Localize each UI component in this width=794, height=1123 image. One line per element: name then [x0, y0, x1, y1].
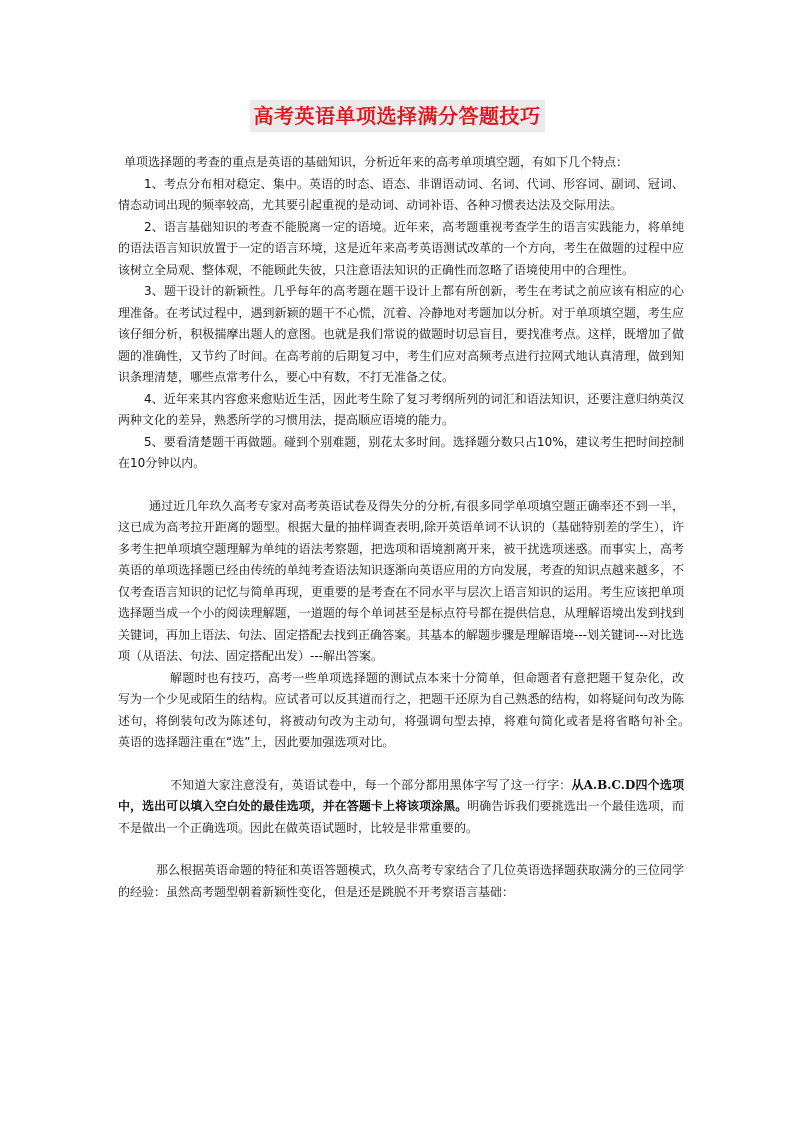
spacer: [118, 839, 684, 860]
conclusion-paragraph: 那么根据英语命题的特征和英语答题模式，玖久高考专家结合了几位英语选择题获取满分的三位同学的经验：虽然高考题型朝着新颖性变化，但是还是跳脱不开考察语言基础：: [118, 863, 685, 899]
technique-paragraph: 解题时也有技巧，高考一些单项选择题的测试点本来十分简单，但命题者有意把题干复杂化，改写为一个少见或陌生的结构。应试者可以反其道而行之，把题干还原为自己熟悉的结构，如将疑问句改为陈述句，将倒装句改为陈述句，将被动句改为主动句，将强调句型去掉，将难句简化或者是将省略句补全。 英语的选择题注重在“选”上，因此要加强选项对比。: [118, 670, 697, 749]
spacer: [118, 754, 684, 775]
point-3: 3、题干设计的新颖性。几乎每年的高考题在题干设计上都有所创新，考生在考试之前应该有相应的心理准备。在考试过程中，遇到新颖的题干不心慌，沉着、冷静地对考题加以分析。对于单项填空题，考生应该仔细分析，积极揣摩出题人的意图。也就是我们常说的做题时切忌盲目，要找准考点。这样，既增加了做题的准确性，又节约了时间。在高考前的后期复习中，考生们应对高频考点进行拉网式地认真清理，做到知识条理清楚，哪些点常考什么，要心中有数，不打无准备之仗。: [118, 284, 684, 384]
title-wrap: [0, 100, 794, 132]
point-4: 4、近年来其内容愈来愈贴近生活，因此考生除了复习考纲所列的词汇和语法知识，还要注意归纳英汉两种文化的差异，熟悉所学的习惯用法，提高顺应语境的能力。: [118, 391, 684, 427]
page-title: 高考英语单项选择满分答题技巧: [250, 100, 545, 132]
intro-paragraph: 单项选择题的考查的重点是英语的基础知识，分析近年来的高考单项填空题，有如下几个特点：: [124, 155, 629, 169]
point-1: 1、考点分布相对稳定、集中。英语的时态、语态、非谓语动词、名词、代词、形容词、副词、冠词、情态动词出现的频率较高，尤其要引起重视的是动词、动词补语、各种习惯表达法及交际用法。: [118, 176, 684, 212]
instruction-paragraph: [118, 775, 684, 840]
point-2: 2、语言基础知识的考查不能脱离一定的语境。近年来，高考题重视考查学生的语言实践能力，将单纯的语法语言知识放置于一定的语言环境，这是近年来高考英语测试改革的一个方向，考生在做题的过程中应该树立全局观、整体观，不能顾此失彼，只注意语法知识的正确性而忽略了语境使用中的合理性。: [118, 219, 684, 277]
instruction-text-after: 明确告诉我们要挑选出一个最佳选项，而不是做出一个正确选项。因此在做英语试题时，比较是非常重要的。: [118, 799, 684, 835]
analysis-paragraph: 通过近几年玖久高考专家对高考英语试卷及得失分的分析,有很多同学单项填空题正确率还不到一半，这已成为高考拉开距离的题型。根据大量的抽样调查表明,除开英语单词不认识的（基础特别差的学生），许多考生把单项填空题理解为单纯的语法考察题，把选项和语境割离开来，被干扰选项迷惑。而事实上，高考英语的单项选择题已经由传统的单纯考查语法知识逐渐向英语应用的方向发展，考查的知识点越来越多，不仅考查语言知识的记忆与简单再现，更重要的是考查在不同水平与层次上语言知识的运用。考生应该把单项选择题当成一个小的阅读理解题，一道题的每个单词甚至是标点符号都在提供信息，从理解语境出发到找到关键词，再加上语法、句法、固定搭配去找到正确答案。其基本的解题步骤是理解语境---划关键词---对比选项（从语法、句法、固定搭配出发）---解出答案。: [118, 498, 684, 663]
instruction-bold-text: 从A.B.C.D四个选项中，选出可以填入空白处的最佳选项，并在答题卡上将该项涂黑。: [118, 777, 684, 813]
point-5: 5、要看清楚题干再做题。碰到个别难题，别花太多时间。选择题分数只占10%，建议考生把时间控制在10分钟以内。: [118, 434, 684, 470]
instruction-text-before: 不知道大家注意没有，英语试卷中，每一个部分都用黑体字写了这一行字：: [170, 777, 572, 792]
spacer: [118, 475, 684, 496]
document-body: [118, 152, 697, 903]
